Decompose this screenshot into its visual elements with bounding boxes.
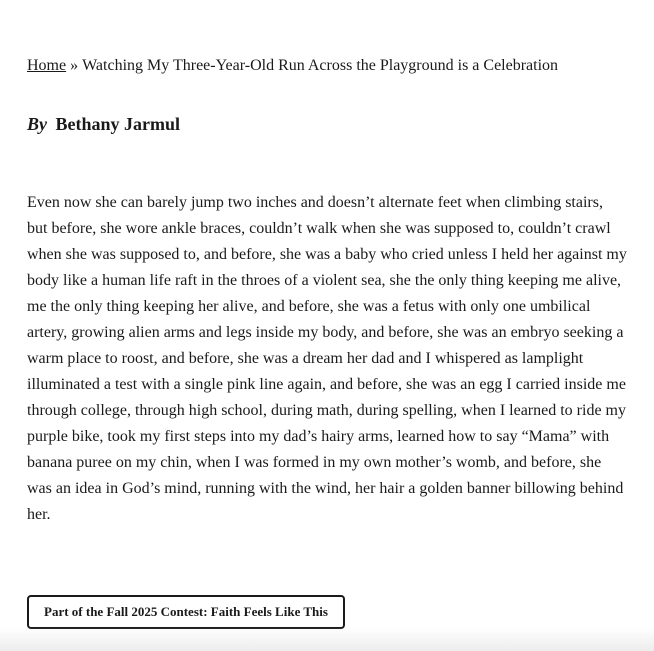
breadcrumb <box>27 56 627 76</box>
bottom-fade <box>0 627 654 651</box>
breadcrumb-home-link[interactable]: Home <box>27 57 67 74</box>
byline-prefix: By <box>27 114 47 134</box>
author-name: Bethany Jarmul <box>55 114 181 134</box>
contest-tag-button[interactable]: Part of the Fall 2025 Contest: Faith Feels Like This <box>27 595 345 629</box>
author-byline <box>27 113 180 135</box>
article-body: Even now she can barely jump two inches and doesn’t alternate feet when climbing stairs, but before, she wore ankle braces, couldn’t walk when she was supposed to, couldn’t crawl when she was supposed to, and before, she was a baby who cried unless I held her against my body like a human life raft in the throes of a violent sea, she the only thing keeping me alive, me the only thing keeping her alive, and before, she was a fetus with only one umbilical artery, growing alien arms and legs inside my body, and before, she was an embryo seeking a warm place to roost, and before, she was a dream her dad and I whispered as lamplight illuminated a test with a single pink line again, and before, she was an egg I carried inside me through college, through high school, during math, during spelling, when I learned to ride my purple bike, took my first steps into my dad’s hairy arms, learned how to say “Mama” with banana puree on my chin, when I was formed in my own mother’s womb, and before, she was an idea in God’s mind, running with the wind, her hair a golden banner billowing behind her. <box>27 194 627 523</box>
breadcrumb-separator: » <box>70 57 79 74</box>
breadcrumb-current: Watching My Three-Year-Old Run Across the Playground is a Celebration <box>82 57 559 74</box>
